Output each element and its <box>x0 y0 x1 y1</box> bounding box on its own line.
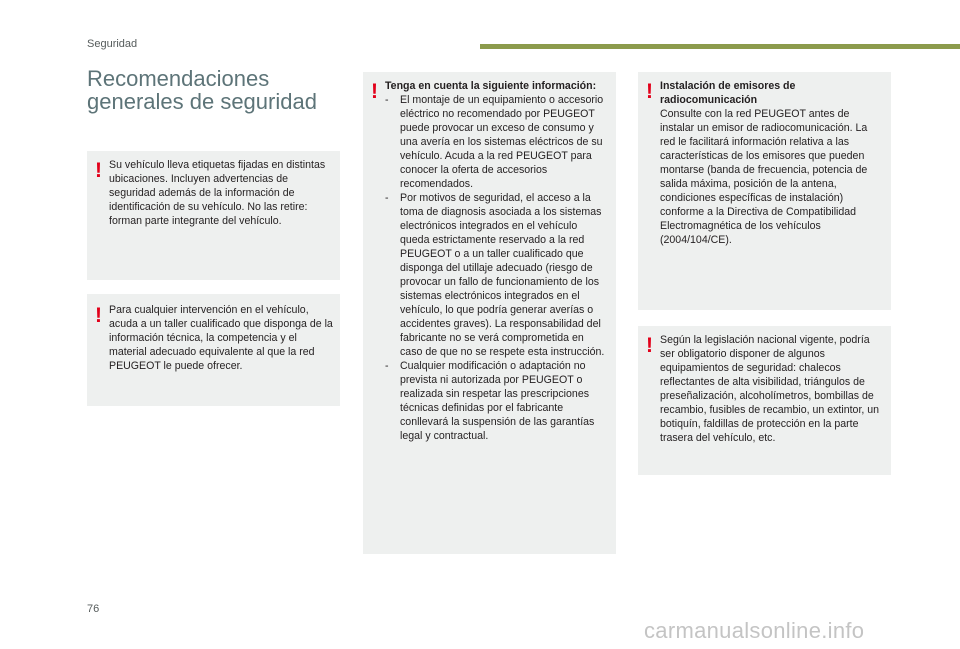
warning-heading: Instalación de emisores de radiocomunicación <box>660 80 796 106</box>
warning-box-intervention <box>87 294 340 406</box>
page-number: 76 <box>87 603 100 615</box>
list-item: - Por motivos de seguridad, el acceso a la toma de diagnosis asociada a los sistemas electrónicos integrados en el vehículo queda estrictamente reservado a la red PEUGEOT o a un taller cualificado que disponga del utillaje adecuado (riesgo de provocar un fallo de funcionamiento de los sistemas electrónicos integrados en el vehículo, lo que podría generar averías o accidentes graves). La responsabilidad del fabricante no se verá comprometida en caso de que no se respete esta instrucción. <box>385 191 608 359</box>
warning-box-legislation <box>638 326 891 475</box>
header-bar <box>480 44 960 49</box>
warning-box-radio <box>638 72 891 310</box>
warning-text: Su vehículo lleva etiquetas fijadas en distintas ubicaciones. Incluyen advertencias de seguridad además de la información de identificación de su vehículo. No las retire: forman parte integrante del vehículo. <box>109 159 326 227</box>
warning-icon: ! <box>646 334 653 357</box>
warning-heading: Tenga en cuenta la siguiente información: <box>385 80 597 92</box>
warning-icon: ! <box>95 304 102 327</box>
warning-box-information <box>363 72 616 554</box>
warning-text: Para cualquier intervención en el vehículo, acuda a un taller cualificado que disponga de la información técnica, la competencia y el material adecuado equivalente al que la red PEUGEOT le puede ofrecer. <box>109 304 333 372</box>
warning-icon: ! <box>95 159 102 182</box>
list-item: - Cualquier modificación o adaptación no prevista ni autorizada por PEUGEOT o realizada sin respetar las prescripciones técnicas definidas por el fabricante conllevará la suspensión de las garantías legal y contractual. <box>385 359 608 443</box>
warning-icon: ! <box>371 80 378 103</box>
page-title: Recomendaciones generales de seguridad <box>87 66 317 114</box>
watermark: carmanualsonline.info <box>644 618 865 643</box>
warning-text: Según la legislación nacional vigente, podría ser obligatorio disponer de algunos equipamientos de seguridad: chalecos reflectantes de alta visibilidad, triángulos de preseñalización, alcoholímetros, bombillas de recambio, fusibles de recambio, un extintor, un botiquín, faldillas de protección en la parte trasera del vehículo, etc. <box>660 334 880 444</box>
warning-icon: ! <box>646 80 653 103</box>
list-item: - El montaje de un equipamiento o accesorio eléctrico no recomendado por PEUGEOT puede provocar un exceso de consumo y una avería en los sistemas eléctricos de su vehículo. Acuda a la red PEUGEOT para conocer la oferta de accesorios recomendados. <box>385 93 608 191</box>
warning-list <box>385 93 608 443</box>
section-label: Seguridad <box>87 38 138 50</box>
warning-box-labels <box>87 151 340 280</box>
warning-text: Consulte con la red PEUGEOT antes de instalar un emisor de radiocomunicación. La red le facilitará información relativa a las características de los emisores que pueden montarse (banda de frecuencia, potencia de salida máxima, posición de la antena, condiciones específicas de instalación) conforme a la Directiva de Compatibilidad Electromagnética de los vehículos (2004/104/CE). <box>660 108 868 246</box>
